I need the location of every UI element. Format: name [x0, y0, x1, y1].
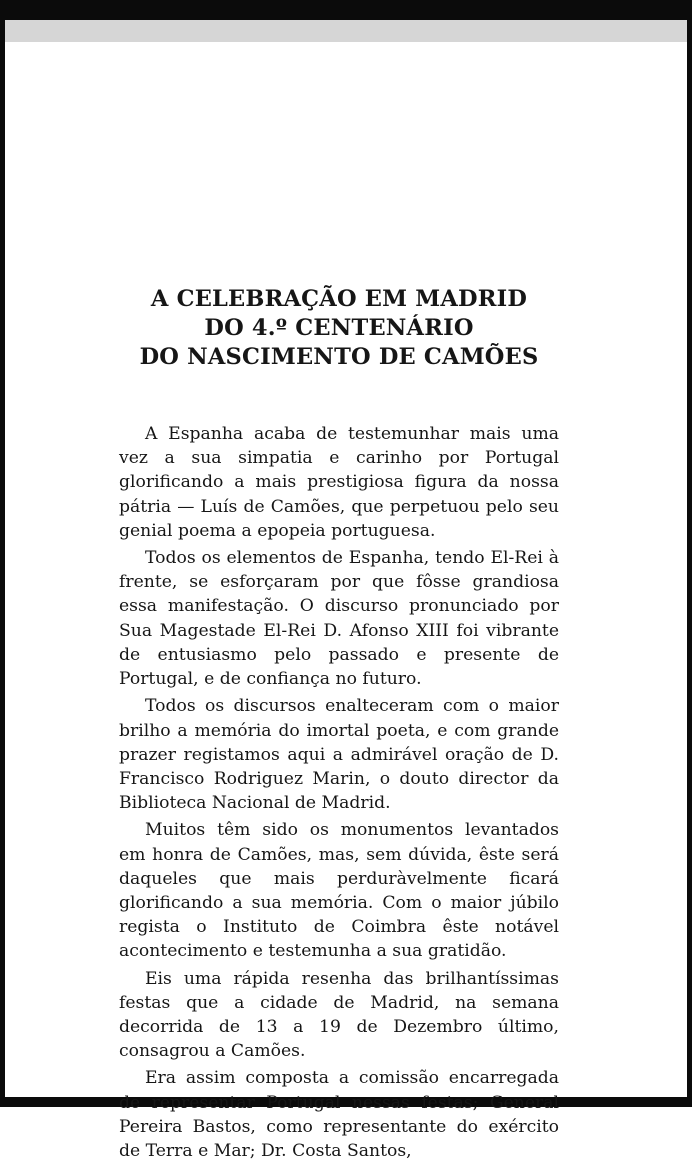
article-title	[119, 285, 559, 372]
paragraph-5: Eis uma rápida resenha das brilhantíssimas festas que a cidade de Madrid, na semana decorrida de 13 a 19 de Dezembro último, consagrou a Camões.	[119, 968, 559, 1062]
title-line-2: DO 4.º CENTENÁRIO	[204, 315, 474, 342]
title-line-1: A CELEBRAÇÃO EM MADRID	[150, 286, 528, 313]
document-page	[5, 20, 687, 1161]
paragraph-4: Muitos têm sido os monumentos levantados em honra de Camões, mas, sem dúvida, êste será daqueles que mais perduràvelmente ficará glorificando a sua memória. Com o maior júbilo regista o Instituto de Coimbra êste notável acontecimento e testemunha a sua gratidão.	[119, 820, 559, 962]
paragraph-6: Era assim composta a comissão encarregada de representar Portugal nessas festas; General Pereira Bastos, como representante do exército de Terra e Mar; Dr. Costa Santos,	[119, 1068, 559, 1161]
title-line-3: DO NASCIMENTO DE CAMÕES	[139, 344, 539, 371]
paragraph-3: Todos os discursos enalteceram com o maior brilho a memória do imortal poeta, e com grande prazer registamos aqui a admirável oração de D. Francisco Rodriguez Marin, o douto director da Biblioteca Nacional de Madrid.	[119, 696, 559, 814]
page-content	[119, 270, 559, 1163]
paragraph-2: Todos os elementos de Espanha, tendo El-Rei à frente, se esforçaram por que fôsse grandiosa essa manifestação. O discurso pronunciado por Sua Magestade El-Rei D. Afonso XIII foi vibrante de entusiasmo pelo passado e presente de Portugal, e de confiança no futuro.	[119, 548, 559, 690]
paragraph-1: A Espanha acaba de testemunhar mais uma vez a sua simpatia e carinho por Portugal glorificando a mais prestigiosa figura da nossa pátria — Luís de Camões, que perpetuou pelo seu genial poema a epopeia portuguesa.	[119, 424, 559, 541]
article-body	[119, 422, 559, 1163]
